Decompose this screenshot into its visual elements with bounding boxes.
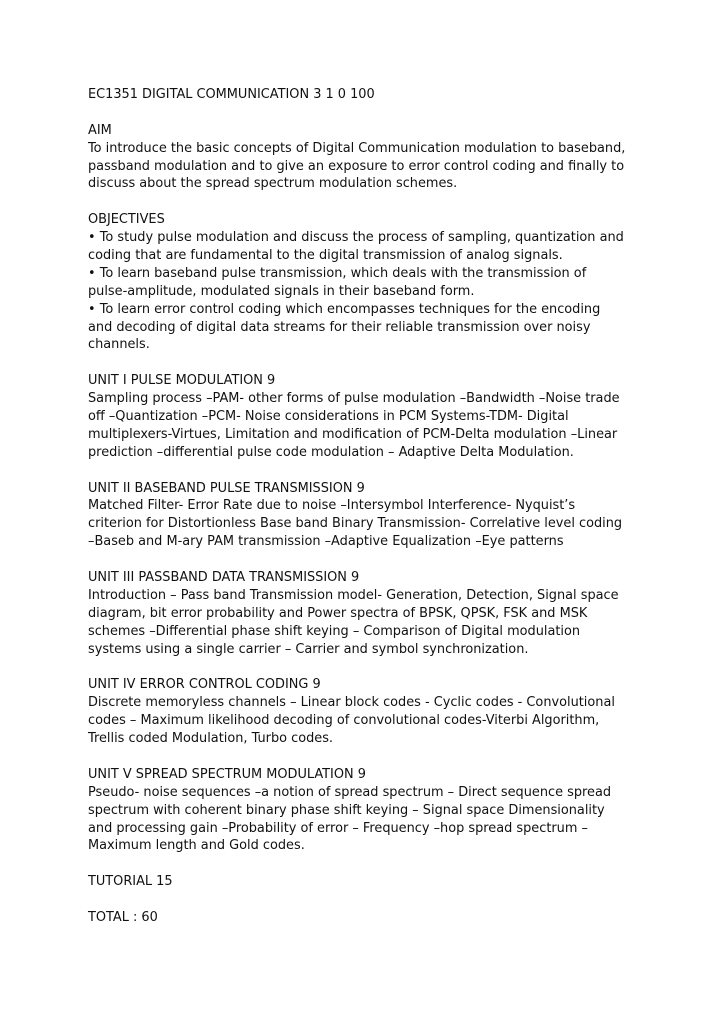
unit-line: Discrete memoryless channels – Linear block codes - Cyclic codes - Convolutional bbox=[88, 695, 615, 711]
unit-heading: UNIT III PASSBAND DATA TRANSMISSION 9 bbox=[88, 570, 360, 586]
unit-line: diagram, bit error probability and Power spectra of BPSK, QPSK, FSK and MSK bbox=[88, 605, 588, 621]
syllabus-page bbox=[88, 86, 648, 927]
unit-line: Trellis coded Modulation, Turbo codes. bbox=[88, 731, 334, 747]
unit-4-section bbox=[88, 676, 648, 748]
spacer bbox=[88, 104, 648, 122]
unit-heading: UNIT V SPREAD SPECTRUM MODULATION 9 bbox=[88, 766, 366, 782]
unit-heading: UNIT IV ERROR CONTROL CODING 9 bbox=[88, 677, 321, 693]
objectives-heading: OBJECTIVES bbox=[88, 212, 165, 228]
aim-section bbox=[88, 122, 648, 194]
unit-line: off –Quantization –PCM- Noise considerations in PCM Systems-TDM- Digital bbox=[88, 409, 569, 425]
objectives-line: • To learn error control coding which encompasses techniques for the encoding bbox=[88, 301, 601, 317]
unit-line: –Baseb and M-ary PAM transmission –Adaptive Equalization –Eye patterns bbox=[88, 534, 564, 550]
objectives-line: • To learn baseband pulse transmission, which deals with the transmission of bbox=[88, 265, 587, 281]
objectives-line: coding that are fundamental to the digital transmission of analog signals. bbox=[88, 248, 563, 264]
unit-5-section bbox=[88, 766, 648, 855]
spacer bbox=[88, 659, 648, 677]
spacer bbox=[88, 193, 648, 211]
unit-line: Sampling process –PAM- other forms of pulse modulation –Bandwidth –Noise trade bbox=[88, 391, 620, 407]
spacer bbox=[88, 462, 648, 480]
unit-line: systems using a single carrier – Carrier and symbol synchronization. bbox=[88, 641, 529, 657]
unit-line: criterion for Distortionless Base band Binary Transmission- Correlative level coding bbox=[88, 516, 623, 532]
unit-line: prediction –differential pulse code modulation – Adaptive Delta Modulation. bbox=[88, 444, 574, 460]
unit-1-section bbox=[88, 372, 648, 461]
spacer bbox=[88, 748, 648, 766]
unit-line: spectrum with coherent binary phase shift keying – Signal space Dimensionality bbox=[88, 802, 605, 818]
unit-heading: UNIT I PULSE MODULATION 9 bbox=[88, 373, 276, 389]
objectives-line: and decoding of digital data streams for their reliable transmission over noisy bbox=[88, 319, 591, 335]
unit-line: Matched Filter- Error Rate due to noise –Intersymbol Interference- Nyquist’s bbox=[88, 498, 576, 514]
total-hours: TOTAL : 60 bbox=[88, 909, 158, 925]
course-title: EC1351 DIGITAL COMMUNICATION 3 1 0 100 bbox=[88, 87, 375, 102]
unit-2-section bbox=[88, 480, 648, 552]
unit-line: multiplexers-Virtues, Limitation and modification of PCM-Delta modulation –Linear bbox=[88, 426, 618, 442]
aim-heading: AIM bbox=[88, 122, 112, 138]
tutorial-hours: TUTORIAL 15 bbox=[88, 874, 173, 890]
unit-line: and processing gain –Probability of error – Frequency –hop spread spectrum – bbox=[88, 820, 588, 836]
spacer bbox=[88, 891, 648, 909]
unit-line: codes – Maximum likelihood decoding of convolutional codes-Viterbi Algorithm, bbox=[88, 713, 600, 729]
objectives-line: • To study pulse modulation and discuss the process of sampling, quantization and bbox=[88, 230, 624, 246]
spacer bbox=[88, 551, 648, 569]
aim-line: passband modulation and to give an exposure to error control coding and finally to bbox=[88, 158, 625, 174]
objectives-section bbox=[88, 211, 648, 354]
unit-heading: UNIT II BASEBAND PULSE TRANSMISSION 9 bbox=[88, 480, 365, 496]
unit-line: schemes –Differential phase shift keying – Comparison of Digital modulation bbox=[88, 623, 581, 639]
aim-line: To introduce the basic concepts of Digital Communication modulation to baseband, bbox=[88, 140, 626, 156]
objectives-line: channels. bbox=[88, 337, 150, 353]
unit-line: Maximum length and Gold codes. bbox=[88, 838, 305, 854]
objectives-line: pulse-amplitude, modulated signals in their baseband form. bbox=[88, 283, 475, 299]
unit-line: Introduction – Pass band Transmission model- Generation, Detection, Signal space bbox=[88, 587, 619, 603]
spacer bbox=[88, 354, 648, 372]
aim-line: discuss about the spread spectrum modulation schemes. bbox=[88, 176, 458, 192]
unit-3-section bbox=[88, 569, 648, 658]
spacer bbox=[88, 855, 648, 873]
unit-line: Pseudo- noise sequences –a notion of spread spectrum – Direct sequence spread bbox=[88, 784, 612, 800]
